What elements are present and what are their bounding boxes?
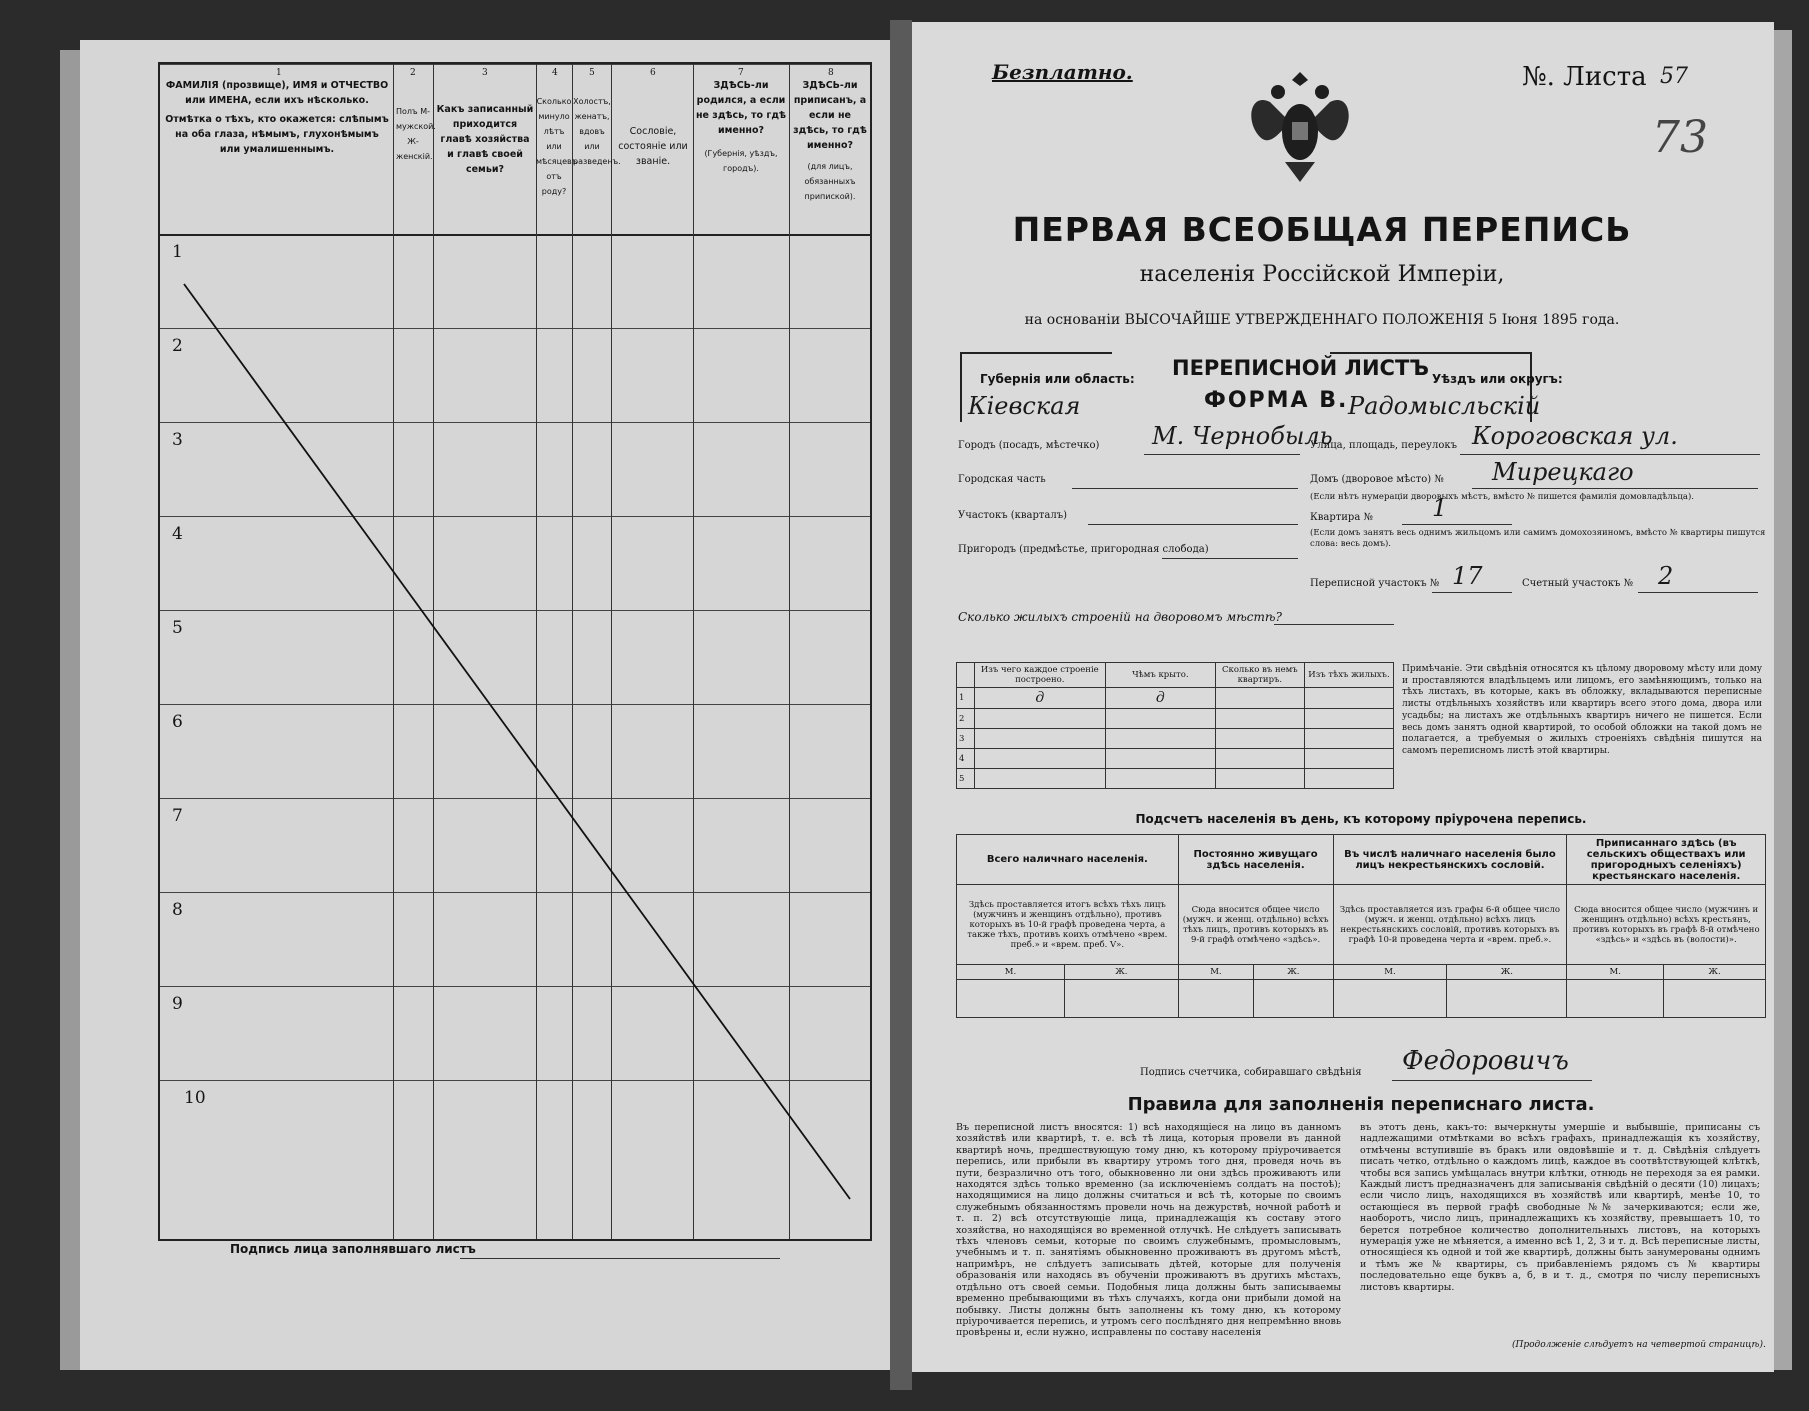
bld-row-number: 5 [957,769,975,789]
census-plot-value: 17 [1452,562,1483,590]
apartment-label: Квартира № [1310,512,1373,523]
rules-right-column: въ этотъ день, какъ-то: вычеркнуты умершіе и выбывшіе, приписаны съ надлежащими отмѣтками во всѣхъ графахъ, принадлежащія къ хозяйству, отмѣчены вступившіе въ бракъ или овдовѣвшіе и т. д. Свѣдѣнія слѣдуетъ писать четко, отдѣльно о каждомъ лицѣ, каждое въ соотвѣтствующей клѣткѣ, чтобы вся запись умѣщалась внутри клѣтки, отнюдь не переходя за ея рамки. Каждый листъ предназначенъ для записыванія свѣдѣній о десяти (10) лицахъ; если число лицъ, находящихся въ хозяйствѣ или квартирѣ, менѣе 10, то остающіеся въ первой графѣ свободные №№ зачеркиваются; если же, наоборотъ, число лицъ, принадлежащихъ къ хозяйству, превышаетъ 10, то берется потребное количество дополнительныхъ листовъ, на которыхъ нумерація уже не мѣняется, а именно всѣ 1, 2, 3 и т. д. Всѣ переписные листы, относящіеся къ одной и той же квартирѣ, должны быть занумерованы однимъ и тѣмъ же № квартиры, съ прибавленіемъ рядомъ съ № квартиры последовательно еще буквъ а, б, в и т. д., смотря по числу переписныхъ листовъ квартиры. [1360,1122,1760,1293]
count-header: Въ числѣ наличнаго населенія было лицъ некрестьянскихъ сословій. [1333,835,1567,885]
col-number: 3 [482,68,488,78]
row-number: 9 [172,994,183,1014]
count-header: Всего наличнаго населенія. [957,835,1179,885]
bld-row-number: 1 [957,688,975,709]
house-value: Мирецкаго [1492,458,1634,486]
col-header-text: ЗДѢСЬ-ли приписанъ, а если не здѣсь, то гдѣ именно? [793,80,867,151]
male-label: М. [957,965,1065,980]
census-table [158,62,872,1241]
double-headed-eagle-emblem [1240,62,1360,192]
province-label: Губернія или область: [980,372,1135,386]
buildings-table [956,662,1394,789]
enumerator-signature: Федоровичъ [1402,1046,1569,1076]
male-label: М. [1333,965,1447,980]
male-label: М. [1567,965,1664,980]
col-header-note: (Губернія, уѣздъ, городъ). [704,149,778,173]
row-number: 8 [172,900,183,920]
bld-row-number: 4 [957,749,975,769]
bld-row-number: 2 [957,709,975,729]
sheet-label: №. Листа [1522,62,1647,92]
count-note: Сюда вносится общее число (мужчинъ и женщинъ отдѣльно) всѣхъ крестьянъ, противъ которыхъ въ графѣ 8-й отмѣчено «здѣсь» и «здѣсь въ (волости)». [1567,885,1766,965]
row-number: 2 [172,336,183,356]
count-title: Подсчетъ населенія въ день, къ которому пріурочена перепись. [1135,812,1587,826]
strike-line [160,64,870,1239]
col-header-note: (для лицъ, обязанныхъ припиской). [804,162,856,201]
buildings-note: Примѣчаніе. Эти свѣдѣнія относятся къ цѣлому дворовому мѣсту или дому и проставляются владѣльцемъ или лицомъ, его замѣняющимъ, только на тѣхъ листахъ, въ которые, какъ въ обложку, вкладываются переписные листы отдѣльныхъ хозяйствъ или квартиръ всего этого дома, двора или усадьбы; на листахъ же отдѣльныхъ квартиръ ничего не пишется. Если весь домъ занятъ одной квартирой, то особой обложки на такой домъ не полагается, а требуемыя о жилыхъ строеніяхъ свѣдѣнія пишутся на самомъ переписномъ листѣ этой квартиры. [1402,664,1762,756]
row-number: 1 [172,242,183,262]
row-number: 3 [172,430,183,450]
female-label: Ж. [1254,965,1333,980]
col-number: 4 [552,68,558,78]
census-plot-label: Переписной участокъ № [1310,578,1440,589]
count-note: Сюда вносится общее число (мужч. и женщ. отдѣльно) всѣхъ тѣхъ лицъ, противъ которыхъ въ 9-й графѣ отмѣчено «здѣсь». [1178,885,1333,965]
book-spine [890,20,912,1390]
form-letter: ФОРМА В. [1204,388,1349,413]
count-header: Приписаннаго здѣсь (въ сельскихъ обществахъ или пригородныхъ селеніяхъ) крестьянскаго населенія. [1567,835,1766,885]
rules-title: Правила для заполненія переписнаго листа. [1127,1094,1595,1115]
count-plot-label: Счетный участокъ № [1522,578,1634,589]
census-title: ПЕРВАЯ ВСЕОБЩАЯ ПЕРЕПИСЬ [1012,210,1632,249]
col-header-marital: Холостъ, женатъ, вдовъ или разведенъ. [573,97,621,166]
population-count-table [956,834,1766,1018]
col-header-sex: Полъ М-мужской. Ж-женскій. [396,107,436,161]
city-part-label: Городская часть [958,474,1046,485]
count-note: Здѣсь проставляется итогъ всѣхъ тѣхъ лицъ (мужчинъ и женщинъ отдѣльно), противъ которыхъ въ 10-й графѣ проведена черта, а также тѣхъ, противъ коихъ отмѣчено «врем. преб.» и «врем. преб. V». [957,885,1179,965]
row-number: 5 [172,618,183,638]
col-number: 6 [650,68,656,78]
col-header-relation: Какъ записанный приходится главѣ хозяйства и главѣ своей семьи? [436,104,534,175]
col-header-text: ЗДѢСЬ-ли родился, а если не здѣсь, то гдѣ именно? [695,80,787,136]
street-value: Короговская ул. [1472,422,1678,450]
bld-header: Чѣмъ крыто. [1105,663,1215,688]
book-edge-left [60,50,82,1370]
female-label: Ж. [1065,965,1179,980]
row-number: 7 [172,806,183,826]
rules-continued: (Продолженіе слѣдуетъ на четвертой страницѣ). [1512,1340,1766,1350]
left-signature-label: Подпись лица заполнявшаго листъ [230,1242,476,1256]
sheet-number: 57 [1660,64,1688,89]
col-header-estate: Сословіе, состояніе или званіе. [618,126,688,167]
bld-header: Изъ тѣхъ жилыхъ. [1304,663,1393,688]
census-subtitle: населенія Россійской Имперіи, [1139,262,1505,287]
census-basis: на основаніи ВЫСОЧАЙШЕ УТВЕРЖДЕННАГО ПОЛОЖЕНІЯ 5 Іюня 1895 года. [1024,312,1620,328]
district-label: Уѣздъ или округъ: [1432,372,1563,386]
suburb-label: Пригородъ (предмѣстье, пригородная слобода) [958,544,1209,555]
city-value: М. Чернобыль [1152,422,1333,450]
city-label: Городъ (посадъ, мѣстечко) [958,440,1100,451]
bld-header: Сколько въ немъ квартиръ. [1215,663,1304,688]
left-page [80,40,890,1370]
district-value: Радомысльскій [1348,392,1541,420]
apartment-value: 1 [1432,494,1448,522]
female-label: Ж. [1664,965,1766,980]
enumerator-sign-label: Подпись счетчика, собиравшаго свѣдѣнія [1140,1067,1362,1078]
col-header-age: Сколько минуло лѣтъ или мѣсяцевъ отъ роду? [536,97,578,196]
col-number: 5 [589,68,595,78]
row-number: 10 [184,1088,206,1108]
book-edge-right [1774,30,1792,1370]
bld-row-number: 3 [957,729,975,749]
street-label: Улица, площадь, переулокъ [1310,440,1458,451]
bld-cell: д [1105,688,1215,709]
bld-cell: д [974,688,1105,709]
right-page [912,22,1774,1372]
free-label: Безплатно. [992,60,1133,84]
rules-left-column: Въ переписной листъ вносятся: 1) всѣ находящіеся на лицо въ данномъ хозяйствѣ или квартирѣ, т. е. всѣ тѣ лица, которыя провели въ данной квартирѣ ночь, предшествующую тому дню, къ которому пріурочивается перепись, или прибыли въ квартиру утромъ того дня, проведя ночь въ пути, безразлично отъ того, обыкновенно ли они здѣсь проживаютъ или находятся здѣсь только временно (за исключеніемъ солдатъ на постоѣ); находящимися на лицо должны считаться и всѣ тѣ, которые по своимъ служебнымъ обязанностямъ провели ночь на дежурствѣ, ночной работѣ и т. п. 2) всѣ отсутствующіе лица, принадлежащія къ составу этого хозяйства, но находящіяся во временной отлучкѣ. Не слѣдуетъ записывать тѣхъ членовъ семьи, которые по своимъ служебнымъ, промысловымъ, учебнымъ и т. п. занятіямъ обыкновенно проживаютъ въ другомъ мѣстѣ, напримѣръ, не слѣдуетъ записывать дѣтей, которые для полученія образованія или находясь въ обученіи проживаютъ въ другихъ мѣстахъ, отдѣльно отъ своей семьи. Подобныя лица должны быть записываемы временно пребывающими въ тѣхъ случаяхъ, когда они прибыли домой на побывку. Листы должны быть заполнены къ тому дню, къ которому пріурочивается перепись, и утромъ сего послѣдняго дня непремѣнно вновь провѣрены и, если нужно, исправлены по составу населенія [956,1122,1341,1339]
row-number: 4 [172,524,183,544]
plot-label: Участокъ (кварталъ) [958,510,1067,521]
house-note: (Если нѣтъ нумераціи дворовыхъ мѣстъ, вмѣсто № пишется фамилія домовладѣльца). [1310,492,1694,502]
buildings-question: Сколько жилыхъ строеній на дворовомъ мѣстѣ? [958,610,1282,624]
count-plot-value: 2 [1658,562,1674,590]
col-number: 2 [410,68,416,78]
apartment-note: (Если домъ занятъ весь однимъ жильцомъ или самимъ домохозяиномъ, вмѣсто № квартиры пишутся слова: весь домъ). [1310,528,1766,549]
col-header-text: ФАМИЛІЯ (прозвище), ИМЯ и ОТЧЕСТВО или ИМЕНА, если ихъ нѣсколько. [165,80,389,106]
form-title: ПЕРЕПИСНОЙ ЛИСТЪ [1172,356,1430,380]
col-number: 7 [738,68,744,78]
row-number: 6 [172,712,183,732]
male-label: М. [1178,965,1253,980]
province-value: Кіевская [968,392,1081,420]
col-header-note: Отмѣтка о тѣхъ, кто окажется: слѣпымъ на оба глаза, нѣмымъ, глухонѣмымъ или умалишеннымъ. [165,114,389,155]
count-header: Постоянно живущаго здѣсь населенія. [1178,835,1333,885]
house-label: Домъ (дворовое мѣсто) № [1310,474,1444,485]
col-number: 8 [828,68,834,78]
margin-number: 73 [1652,112,1708,163]
col-number: 1 [276,68,282,78]
female-label: Ж. [1447,965,1567,980]
count-note: Здѣсь проставляется изъ графы 6-й общее число (мужч. и женщ. отдѣльно) всѣхъ лицъ некрестьянскихъ сословій, противъ которыхъ въ графѣ 10-й проведена черта и «врем. преб.». [1333,885,1567,965]
bld-header: Изъ чего каждое строеніе построено. [974,663,1105,688]
